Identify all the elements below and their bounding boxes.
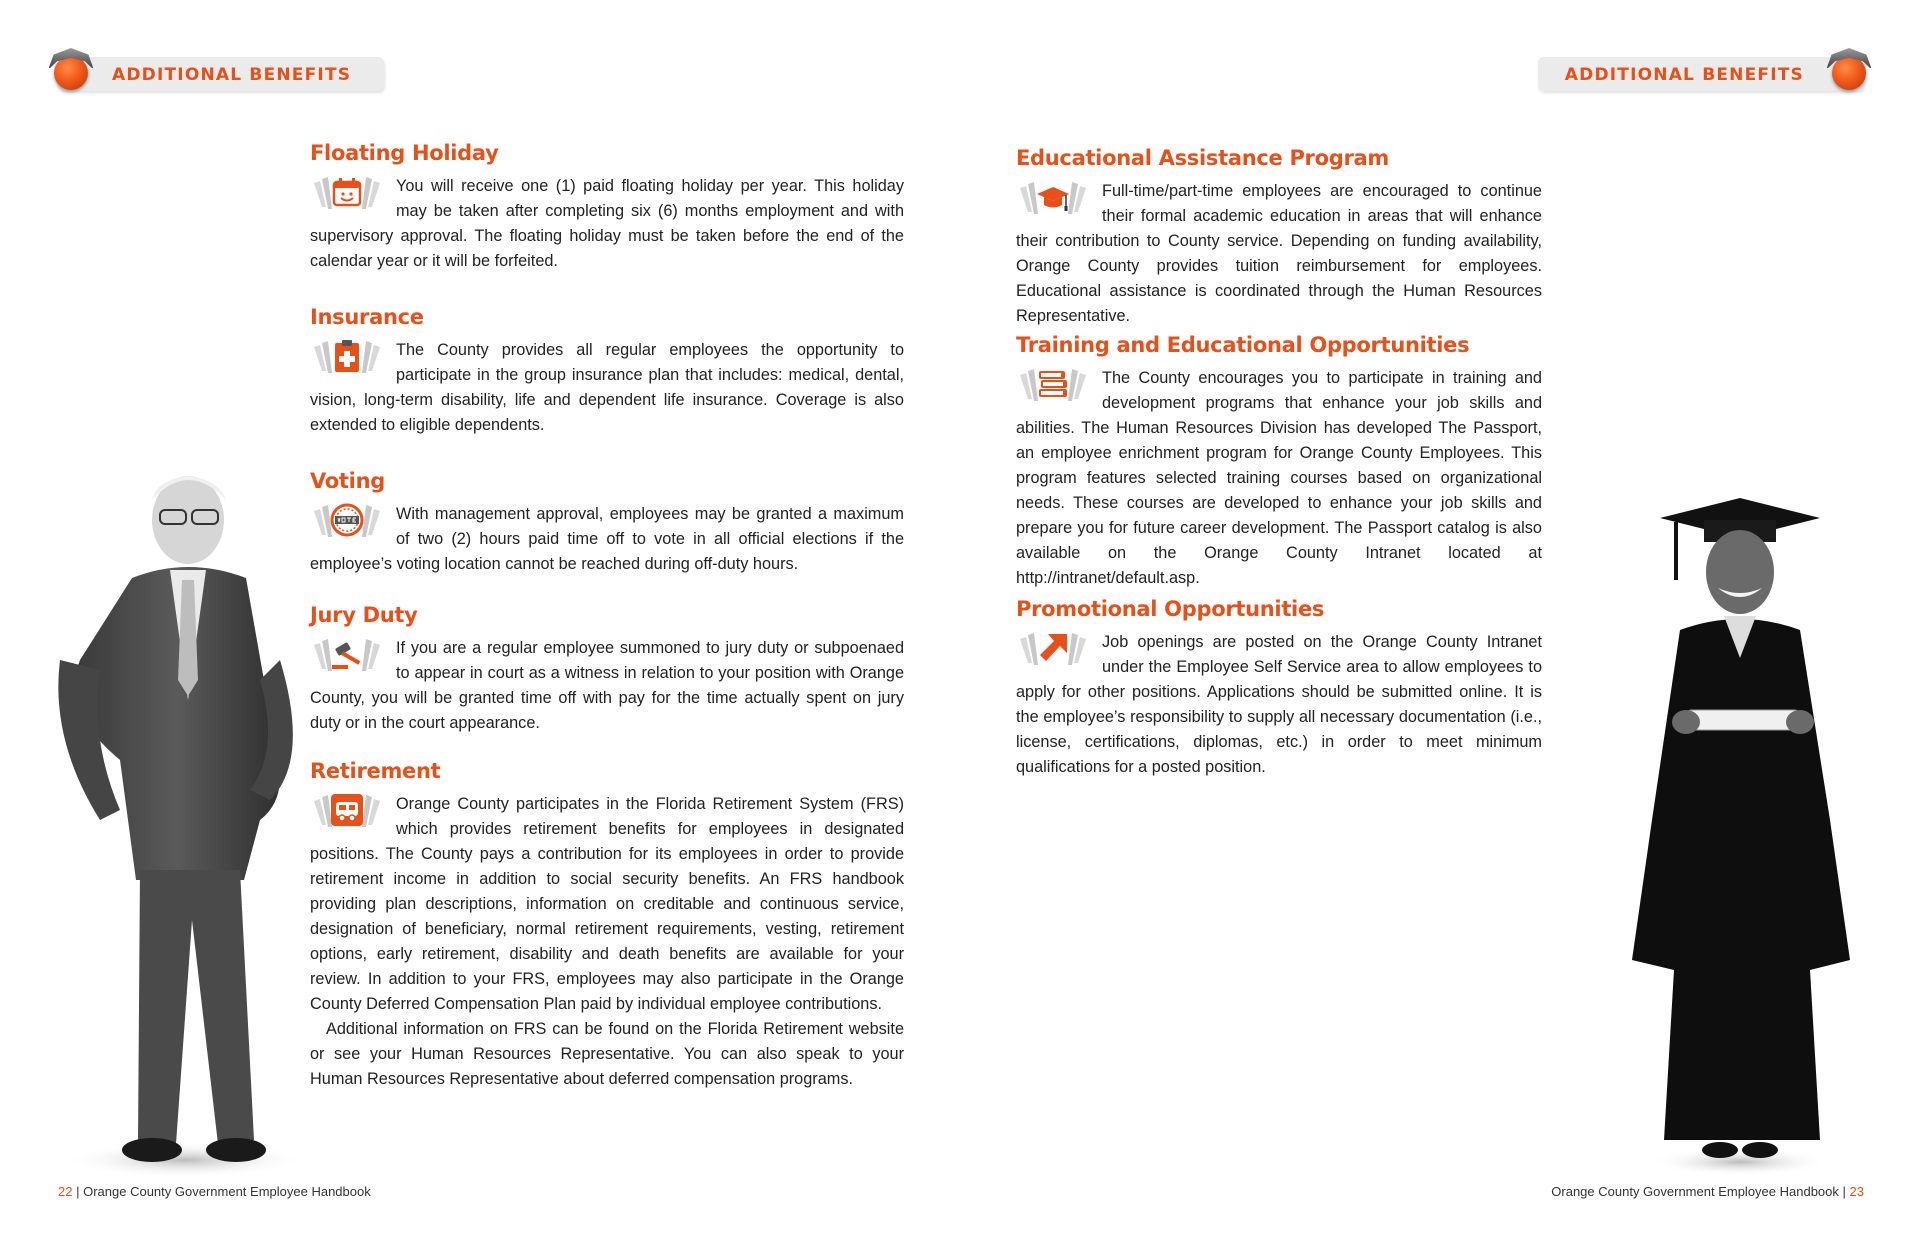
graduate-photo xyxy=(1620,490,1860,1180)
arrow-up-right-icon xyxy=(1016,627,1090,671)
section-body: The County encourages you to participate in training and development programs that enhance your job skills and abilities. The Human Resources Division has developed The Passport, an employee enrichment program for Orange County Employees. This program features selected training courses based on organizational needs. These courses are developed to enhance your job skills and prepare you for future career development. The Passport catalog is also available on the Orange County Intranet located at http://intranet/default.asp. xyxy=(1016,369,1542,587)
section-title: Jury Duty xyxy=(310,603,418,627)
header-title-right: ADDITIONAL BENEFITS xyxy=(1564,65,1804,85)
orange-logo-icon xyxy=(54,56,88,90)
section-title: Educational Assistance Program xyxy=(1016,146,1389,170)
section-title: Insurance xyxy=(310,305,424,329)
footer-separator: | xyxy=(1842,1184,1846,1199)
section-body: The County provides all regular employees the opportunity to participate in the group insurance plan that includes: medical, dental, vision, long-term disability, life and dependent life insurance. Coverage is also extended to eligible dependents. xyxy=(310,341,904,434)
section-promotional xyxy=(1016,597,1542,780)
header-tab-left xyxy=(58,57,384,91)
header-title-left: ADDITIONAL BENEFITS xyxy=(112,65,352,85)
footer-text: Orange County Government Employee Handbook xyxy=(1551,1184,1839,1199)
section-body: If you are a regular employee summoned to jury duty or subpoenaed to appear in court as a witness in relation to your position with Orange County, you will be granted time off with pay for the time actually spent on jury duty or in the court appearance. xyxy=(310,639,904,732)
camper-icon xyxy=(310,789,384,833)
section-jury-duty xyxy=(310,603,904,736)
section-body: Full-time/part-time employees are encouraged to continue their formal academic education in areas that will enhance their contribution to County service. Depending on funding availability, Orange County provides tuition reimbursement for employees. Educational assistance is coordinated through the Human Resources Representative. xyxy=(1016,182,1542,325)
section-voting xyxy=(310,469,904,577)
graduation-cap-icon xyxy=(1016,176,1090,220)
footer-text: Orange County Government Employee Handbook xyxy=(83,1184,371,1199)
right-page xyxy=(960,0,1920,1242)
header-tab-right xyxy=(1538,57,1864,91)
page-number: 23 xyxy=(1849,1184,1864,1199)
vote-badge-icon xyxy=(310,499,384,543)
section-educational-assistance xyxy=(1016,146,1542,329)
section-floating-holiday xyxy=(310,141,904,274)
section-title: Voting xyxy=(310,469,385,493)
gavel-icon xyxy=(310,633,384,677)
section-title: Retirement xyxy=(310,759,441,783)
section-retirement xyxy=(310,759,904,1092)
section-title: Training and Educational Opportunities xyxy=(1016,333,1470,357)
page-number: 22 xyxy=(58,1184,73,1199)
orange-logo-icon xyxy=(1832,56,1866,90)
medical-clipboard-icon xyxy=(310,335,384,379)
footer-separator: | xyxy=(76,1184,80,1199)
calendar-icon xyxy=(310,171,384,215)
footer-right xyxy=(1551,1184,1864,1199)
section-body: With management approval, employees may be granted a maximum of two (2) hours paid time off to vote in all official elections if the employee’s voting location cannot be reached during off-duty hours. xyxy=(310,505,904,573)
section-body-continued: Additional information on FRS can be found on the Florida Retirement website or see your Human Resources Representative. You can also speak to your Human Resources Representative about deferred compensation programs. xyxy=(310,1020,904,1088)
section-training xyxy=(1016,333,1542,591)
section-body: You will receive one (1) paid floating holiday per year. This holiday may be taken after completing six (6) months employment and with supervisory approval. The floating holiday must be taken before the end of the calendar year or it will be forfeited. xyxy=(310,177,904,270)
books-icon xyxy=(1016,363,1090,407)
footer-left xyxy=(58,1184,371,1199)
man-in-suit-photo xyxy=(40,460,310,1180)
section-body: Orange County participates in the Florida Retirement System (FRS) which provides retirement benefits for employees in designated positions. The County pays a contribution for its employees in order to provide retirement income in addition to social security benefits. An FRS handbook providing plan descriptions, information on creditable and continuous service, designation of beneficiary, normal retirement requirements, vesting, retirement options, early retirement, disability and death benefits are available for your review. In addition to your FRS, employees may also participate in the Orange County Deferred Compensation Plan paid by individual employee contributions. xyxy=(310,795,904,1013)
section-title: Floating Holiday xyxy=(310,141,499,165)
section-insurance xyxy=(310,305,904,438)
section-body: Job openings are posted on the Orange County Intranet under the Employee Self Service area to allow employees to apply for other positions. Applications should be submitted online. It is the employee’s responsibility to supply all necessary documentation (i.e., license, certifications, diplomas, etc.) in order to meet minimum qualifications for a posted position. xyxy=(1016,633,1542,776)
section-title: Promotional Opportunities xyxy=(1016,597,1325,621)
